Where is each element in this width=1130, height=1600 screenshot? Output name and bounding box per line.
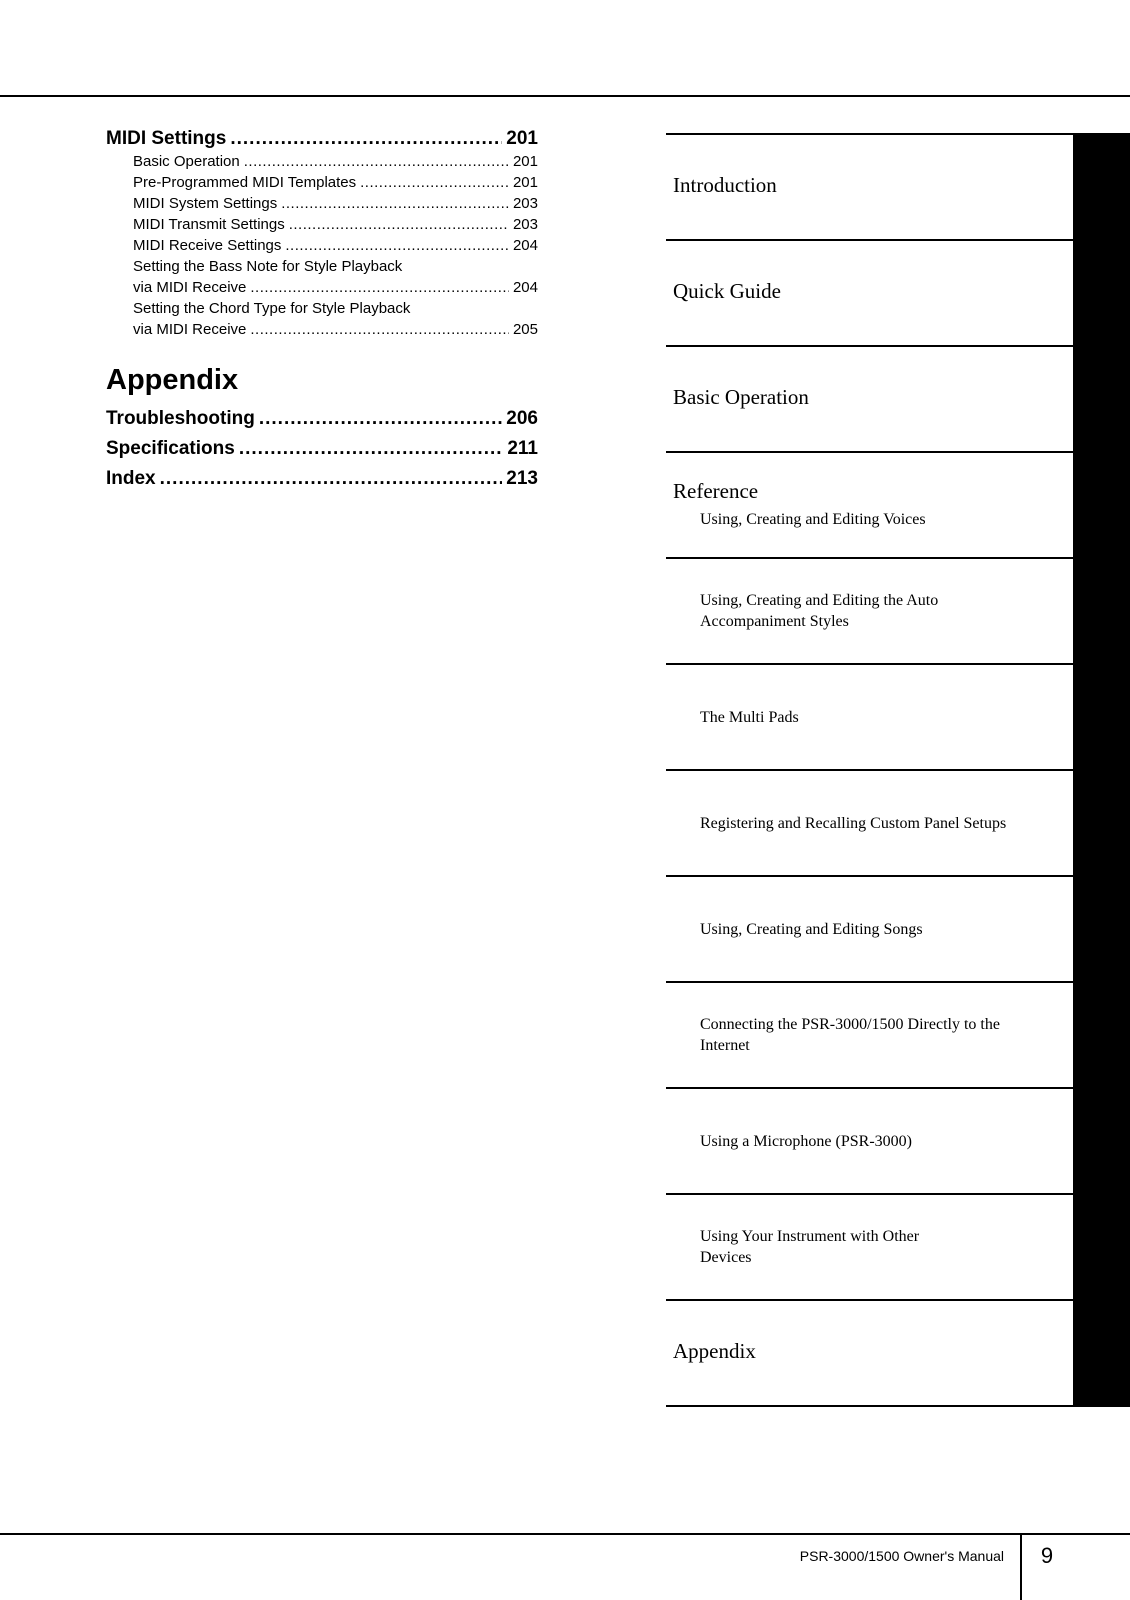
toc-entry-label: Specifications: [106, 438, 235, 459]
toc-entry-page: 201: [506, 128, 538, 149]
tab-reference[interactable]: [666, 453, 1130, 559]
toc-leader-dots: [244, 153, 509, 170]
toc-entry-label: MIDI Settings: [106, 128, 227, 149]
toc-subentry[interactable]: [106, 279, 538, 300]
toc-leader-dots: [285, 237, 509, 254]
toc-entry-page: 201: [512, 153, 538, 170]
section-tabs: [666, 133, 1130, 1407]
toc-leader-dots: [250, 321, 509, 338]
tab-subtitle: Using, Creating and Editing the Auto Accompaniment Styles: [700, 592, 939, 630]
tab-marker: [1073, 1089, 1130, 1193]
tab-introduction[interactable]: [666, 135, 1130, 241]
toc-entry-page: 205: [512, 321, 538, 338]
tab-other-devices[interactable]: [666, 1195, 1130, 1301]
toc-subentry[interactable]: [106, 237, 538, 258]
toc-entry-index[interactable]: [106, 468, 538, 498]
tab-marker: [1073, 1301, 1130, 1405]
tab-title: Reference: [673, 479, 759, 503]
toc-subentry[interactable]: [106, 321, 538, 342]
toc-leader-dots: [289, 216, 509, 233]
toc-leader-dots: [250, 279, 509, 296]
toc-leader-dots: [360, 174, 509, 191]
tab-subtitle: Using, Creating and Editing Voices: [700, 511, 926, 528]
page-number: 9: [1040, 1543, 1054, 1568]
toc-entry-page: 213: [506, 468, 538, 489]
tab-marker: [1073, 983, 1130, 1087]
tab-title: Quick Guide: [673, 279, 781, 303]
tab-appendix[interactable]: [666, 1301, 1130, 1407]
toc-entry-page: 203: [512, 195, 538, 212]
tab-basic-operation[interactable]: [666, 347, 1130, 453]
toc-entry-page: 211: [507, 438, 538, 459]
toc-entry-label: MIDI Transmit Settings: [133, 216, 285, 233]
toc-entry-label: MIDI Receive Settings: [133, 237, 282, 254]
toc-entry-page: 204: [512, 279, 538, 296]
toc-subentry[interactable]: [106, 216, 538, 237]
toc-subentry-line1: Setting the Chord Type for Style Playback: [133, 300, 411, 317]
tab-marker: [1073, 877, 1130, 981]
toc-entry-midi-settings[interactable]: [106, 128, 538, 153]
toc-subentry-line1: Setting the Bass Note for Style Playback: [133, 258, 403, 275]
tab-marker: [1073, 771, 1130, 875]
tab-subtitle: The Multi Pads: [700, 709, 799, 726]
toc-entry-label: Troubleshooting: [106, 408, 255, 429]
tab-subtitle: Using, Creating and Editing Songs: [700, 921, 923, 938]
tab-styles[interactable]: [666, 559, 1130, 665]
toc-entry-label: Basic Operation: [133, 153, 240, 170]
toc-subentry[interactable]: [106, 174, 538, 195]
tab-marker: [1073, 665, 1130, 769]
toc-entry-specifications[interactable]: [106, 438, 538, 468]
tab-subtitle: Connecting the PSR-3000/1500 Directly to the Internet: [700, 1016, 1000, 1054]
appendix-heading: Appendix: [106, 364, 239, 396]
toc-entry-page: 204: [512, 237, 538, 254]
tab-subtitle: Using Your Instrument with Other Devices: [700, 1228, 920, 1266]
tab-subtitle: Using a Microphone (PSR-3000): [700, 1133, 912, 1150]
toc-leader-dots: [239, 438, 504, 460]
tab-marker: [1073, 559, 1130, 663]
toc-entry-label: Pre-Programmed MIDI Templates: [133, 174, 357, 191]
toc-leader-dots: [281, 195, 509, 212]
tab-registration[interactable]: [666, 771, 1130, 877]
top-rule: [0, 95, 1130, 97]
tab-title: Appendix: [673, 1339, 756, 1363]
tab-quick-guide[interactable]: [666, 241, 1130, 347]
tab-internet[interactable]: [666, 983, 1130, 1089]
bottom-rule: [0, 1533, 1130, 1535]
manual-title: PSR-3000/1500 Owner's Manual: [799, 1548, 1004, 1564]
toc-entry-label: MIDI System Settings: [133, 195, 278, 212]
tab-subtitle: Registering and Recalling Custom Panel Setups: [700, 815, 1007, 832]
toc-entry-label: via MIDI Receive: [133, 279, 247, 296]
tab-microphone[interactable]: [666, 1089, 1130, 1195]
tab-songs[interactable]: [666, 877, 1130, 983]
toc-leader-dots: [259, 408, 502, 430]
toc-entry-page: 203: [512, 216, 538, 233]
tab-multi-pads[interactable]: [666, 665, 1130, 771]
toc-entry-label: Index: [106, 468, 156, 489]
tab-marker: [1073, 347, 1130, 451]
tab-marker: [1073, 453, 1130, 557]
toc-subentry[interactable]: [106, 195, 538, 216]
tab-marker: [1073, 241, 1130, 345]
tab-marker: [1073, 1195, 1130, 1299]
toc-leader-dots: [230, 128, 502, 150]
table-of-contents: [106, 128, 538, 498]
tab-title: Introduction: [673, 173, 777, 197]
toc-subentry[interactable]: [106, 153, 538, 174]
toc-leader-dots: [160, 468, 503, 490]
toc-entry-page: 206: [506, 408, 538, 429]
tab-title: Basic Operation: [673, 385, 809, 409]
toc-entry-troubleshooting[interactable]: [106, 408, 538, 438]
toc-entry-label: via MIDI Receive: [133, 321, 247, 338]
toc-entry-page: 201: [512, 174, 538, 191]
tab-marker: [1073, 135, 1130, 239]
